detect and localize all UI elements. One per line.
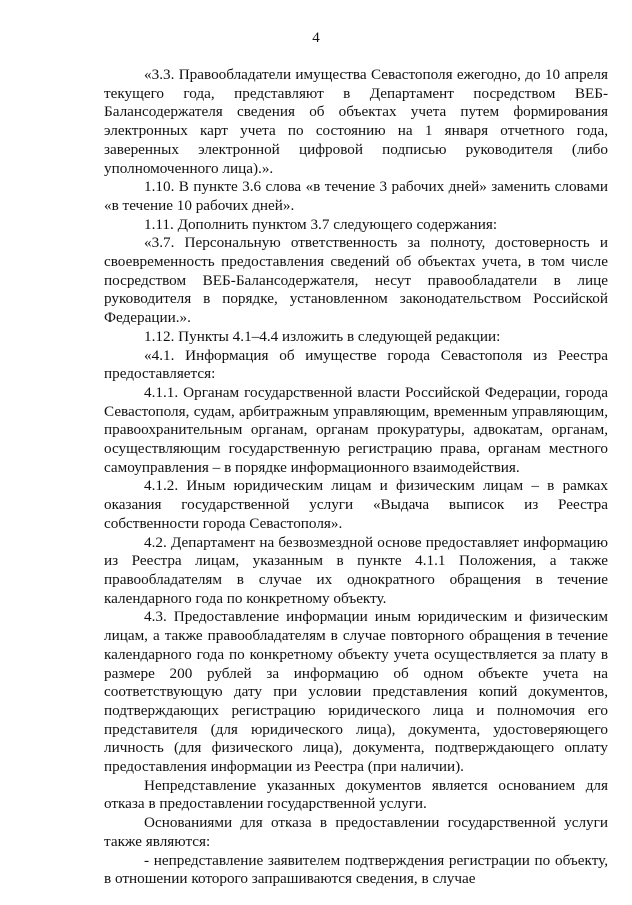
paragraph-3-7: «3.7. Персональную ответственность за полноту, достоверность и своевременность предоставления сведений об объектах учета, в том числе посредством ВЕБ-Балансодержателя, несут правообладатели в лице руководителя в порядке, установленном законодательством Российской Федерации.».	[104, 234, 608, 327]
page-number: 4	[312, 30, 320, 46]
document-body	[104, 66, 608, 889]
paragraph-refusal-grounds: Основаниями для отказа в предоставлении государственной услуги также являются:	[104, 814, 608, 850]
paragraph-1-11: 1.11. Дополнить пунктом 3.7 следующего содержания:	[144, 215, 498, 233]
paragraph-1-10: 1.10. В пункте 3.6 слова «в течение 3 рабочих дней» заменить словами «в течение 10 рабочих дней».	[104, 178, 608, 214]
paragraph-3-3: «3.3. Правообладатели имущества Севастополя ежегодно, до 10 апреля текущего года, представляют в Департамент посредством ВЕБ-Балансодержателя сведения об объектах учета путем формирования электронных карт учета по состоянию на 1 января отчетного года, заверенных электронной цифровой подписью руководителя (либо уполномоченного лица).».	[104, 66, 608, 177]
paragraph-list-item: - непредставление заявителем подтверждения регистрации по объекту, в отношении которого запрашиваются сведения, в случае	[104, 851, 608, 888]
paragraph-4-1-2: 4.1.2. Иным юридическим лицам и физическим лицам – в рамках оказания государственной услуги «Выдача выписок из Реестра собственности города Севастополя».	[104, 477, 608, 532]
paragraph-4-1-1: 4.1.1. Органам государственной власти Российской Федерации, города Севастополя, судам, арбитражным управляющим, временным управляющим, правоохранительным органам, органам прокуратуры, адвокатам, органам, осуществляющим государственную регистрацию права, органам местного самоуправления – в порядке информационного взаимодействия.	[104, 383, 608, 476]
paragraph-4-1: «4.1. Информация об имуществе города Севастополя из Реестра предоставляется:	[104, 346, 608, 383]
paragraph-4-2: 4.2. Департамент на безвозмездной основе предоставляет информацию из Реестра лицам, указанным в пункте 4.1.1 Положения, а также правообладателям в случае их однократного обращения в течение календарного года по конкретному объекту.	[104, 533, 608, 607]
paragraph-1-12: 1.12. Пункты 4.1–4.4 изложить в следующей редакции:	[144, 327, 501, 345]
paragraph-nonsubmission: Непредставление указанных документов является основанием для отказа в предоставлении государственной услуги.	[104, 776, 608, 813]
paragraph-4-3: 4.3. Предоставление информации иным юридическим и физическим лицам, а также правообладателям в случае повторного обращения в течение календарного года по конкретному объекту учета осуществляется за плату в размере 200 рублей за информацию об одном объекте учета на соответствующую дату при условии представления копий документов, подтверждающих регистрацию юридического лица и полномочия его представителя (для юридического лица), документа, удостоверяющего личность (для физического лица), документа, подтверждающего оплату предоставления информации из Реестра (при наличии).	[104, 608, 608, 776]
